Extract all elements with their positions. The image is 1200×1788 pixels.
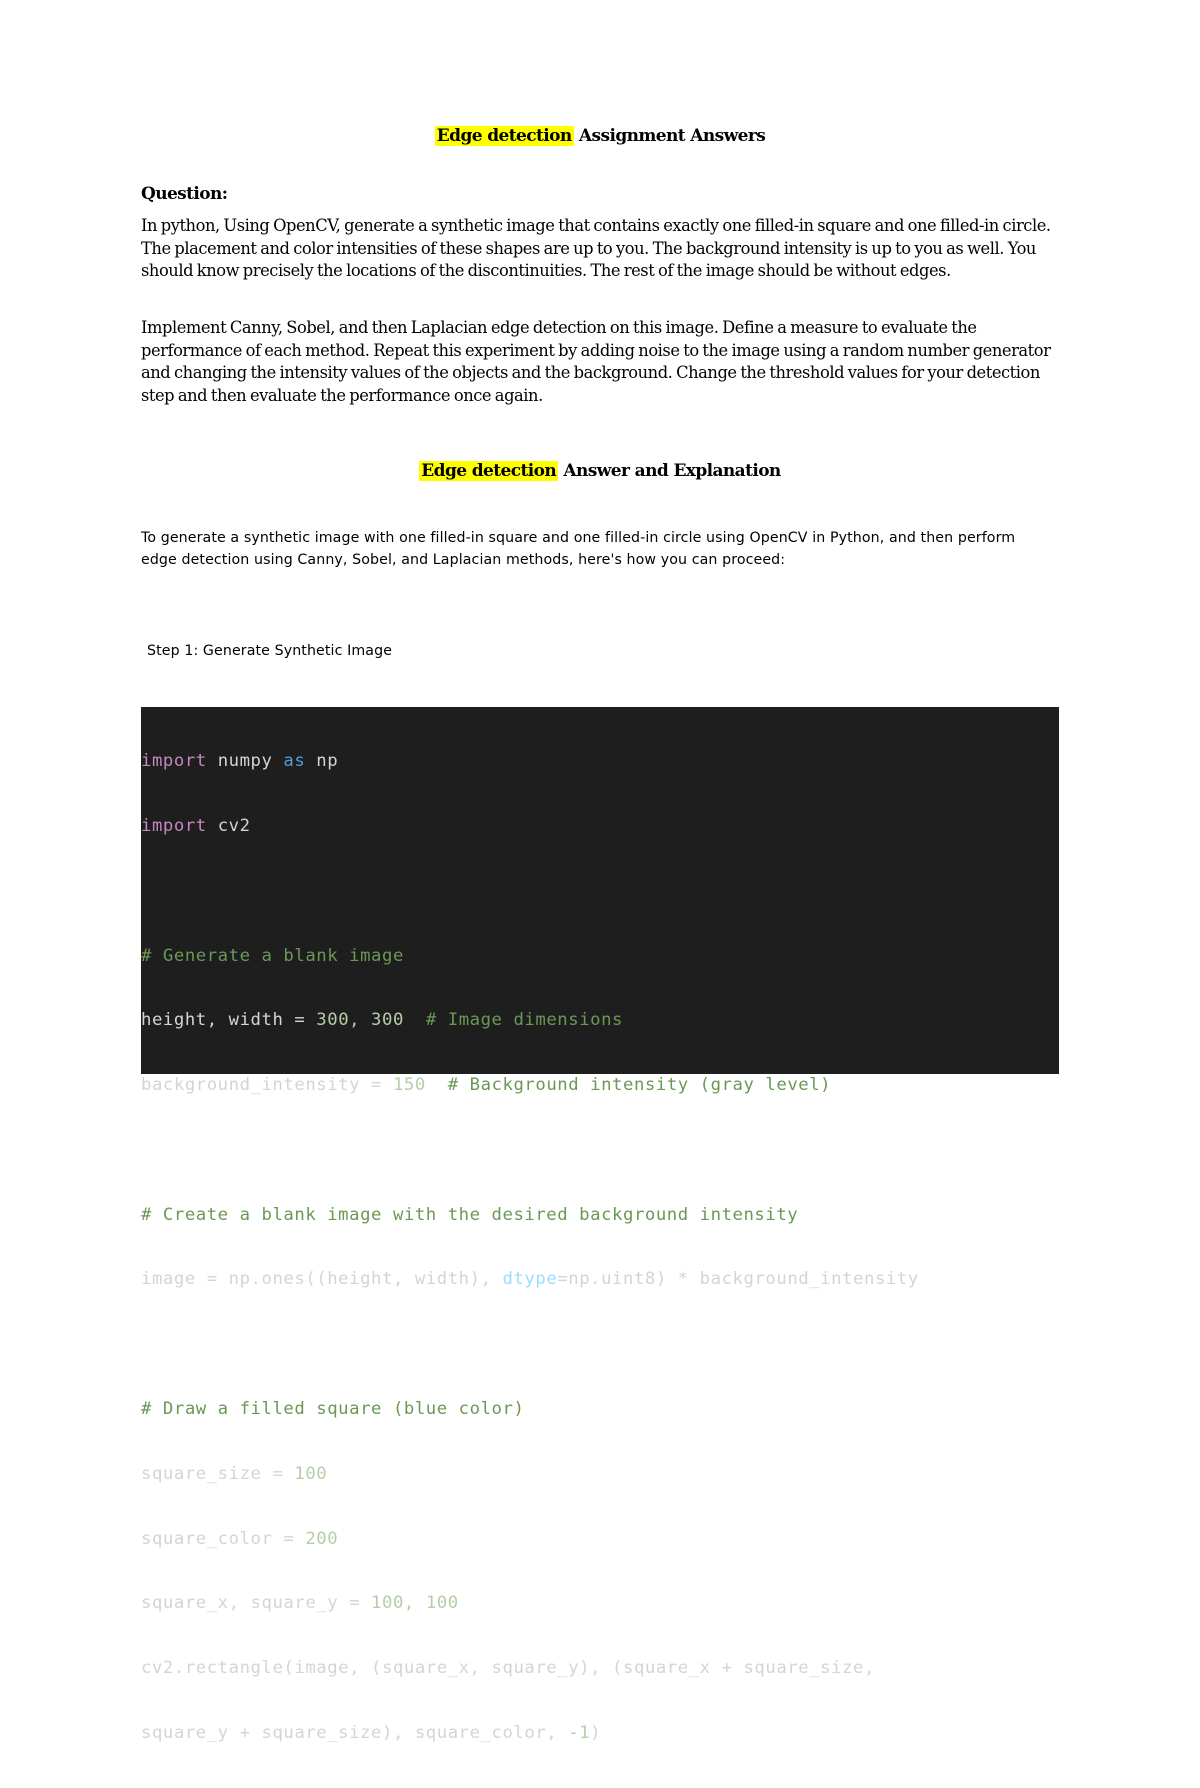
- code-line-blank: [141, 1334, 1059, 1356]
- code-text: square_y + square_size), square_color,: [141, 1722, 569, 1743]
- question-paragraph-1: In python, Using OpenCV, generate a synthetic image that contains exactly one filled-in square and one filled-in circle. The placement and color intensities of these shapes are up to you. The background intensity is up to you as well. You should know precisely the locations of the discontinuities. The rest of the image should be without edges.: [141, 216, 1051, 281]
- code-number: 200: [305, 1528, 339, 1549]
- code-text: background_intensity =: [141, 1075, 393, 1096]
- code-line: [141, 1399, 1059, 1421]
- code-comment: # Background intensity (gray level): [425, 1075, 832, 1096]
- code-line: [141, 1529, 1059, 1551]
- step-1-heading: Step 1: Generate Synthetic Image: [147, 643, 393, 659]
- question-paragraph-2: Implement Canny, Sobel, and then Laplacian edge detection on this image. Define a measure to evaluate the performance of each method. Repeat this experiment by adding noise to the image using a random number generator and changing the intensity values of the objects and the background. Change the threshold values for your detection step and then evaluate the performance once again.: [141, 318, 1051, 406]
- code-text: height, width =: [141, 1010, 317, 1031]
- code-text: =np.uint8) * background_intensity: [557, 1269, 919, 1290]
- code-keyword: import: [141, 815, 207, 836]
- code-line: [141, 751, 1059, 773]
- code-line: [141, 1205, 1059, 1227]
- code-line-blank: [141, 881, 1059, 903]
- code-text: image = np.ones((height, width),: [141, 1269, 503, 1290]
- code-number: 100, 100: [371, 1593, 459, 1614]
- answer-title: [0, 461, 1200, 481]
- code-line: [141, 1010, 1059, 1032]
- code-line: [141, 816, 1059, 838]
- code-number: 300, 300: [316, 1010, 404, 1031]
- code-parameter: dtype: [502, 1269, 558, 1290]
- document-title: [0, 126, 1200, 146]
- code-line: [141, 1075, 1059, 1097]
- code-text: square_color =: [141, 1528, 306, 1549]
- title-rest: Assignment Answers: [573, 126, 766, 146]
- code-line: [141, 1723, 1059, 1745]
- code-text: square_size =: [141, 1463, 295, 1484]
- code-text: np: [305, 751, 339, 772]
- code-keyword: import: [141, 751, 207, 772]
- question-label: Question:: [141, 184, 228, 204]
- code-line: [141, 1464, 1059, 1486]
- code-line: [141, 1269, 1059, 1291]
- title-highlight: Edge detection: [436, 126, 572, 146]
- code-text: square_x, square_y =: [141, 1593, 372, 1614]
- code-comment: # Draw a filled square (blue color): [141, 1399, 525, 1419]
- code-text: cv2: [206, 815, 251, 836]
- code-line: [141, 1658, 1059, 1680]
- code-line: [141, 1593, 1059, 1615]
- code-text: numpy: [206, 751, 284, 772]
- code-line-blank: [141, 1140, 1059, 1162]
- code-block: [141, 707, 1059, 1743]
- code-text: ): [590, 1722, 602, 1743]
- code-comment: # Image dimensions: [403, 1010, 624, 1031]
- answer-title-highlight: Edge detection: [421, 461, 557, 481]
- code-keyword: as: [283, 751, 306, 772]
- code-number: -1: [568, 1722, 591, 1743]
- code-comment: # Create a blank image with the desired background intensity: [141, 1204, 799, 1225]
- code-line: [141, 946, 1059, 968]
- code-number: 150: [392, 1075, 426, 1096]
- answer-title-rest: Answer and Explanation: [558, 461, 781, 481]
- code-comment: # Generate a blank image: [141, 945, 404, 966]
- code-text: cv2.rectangle(image, (square_x, square_y), (square_x + square_size,: [141, 1658, 875, 1679]
- code-number: 100: [294, 1463, 328, 1484]
- answer-intro: To generate a synthetic image with one filled-in square and one filled-in circle using OpenCV in Python, and then perform edge detection using Canny, Sobel, and Laplacian methods, here's how you can proceed:: [141, 530, 1016, 568]
